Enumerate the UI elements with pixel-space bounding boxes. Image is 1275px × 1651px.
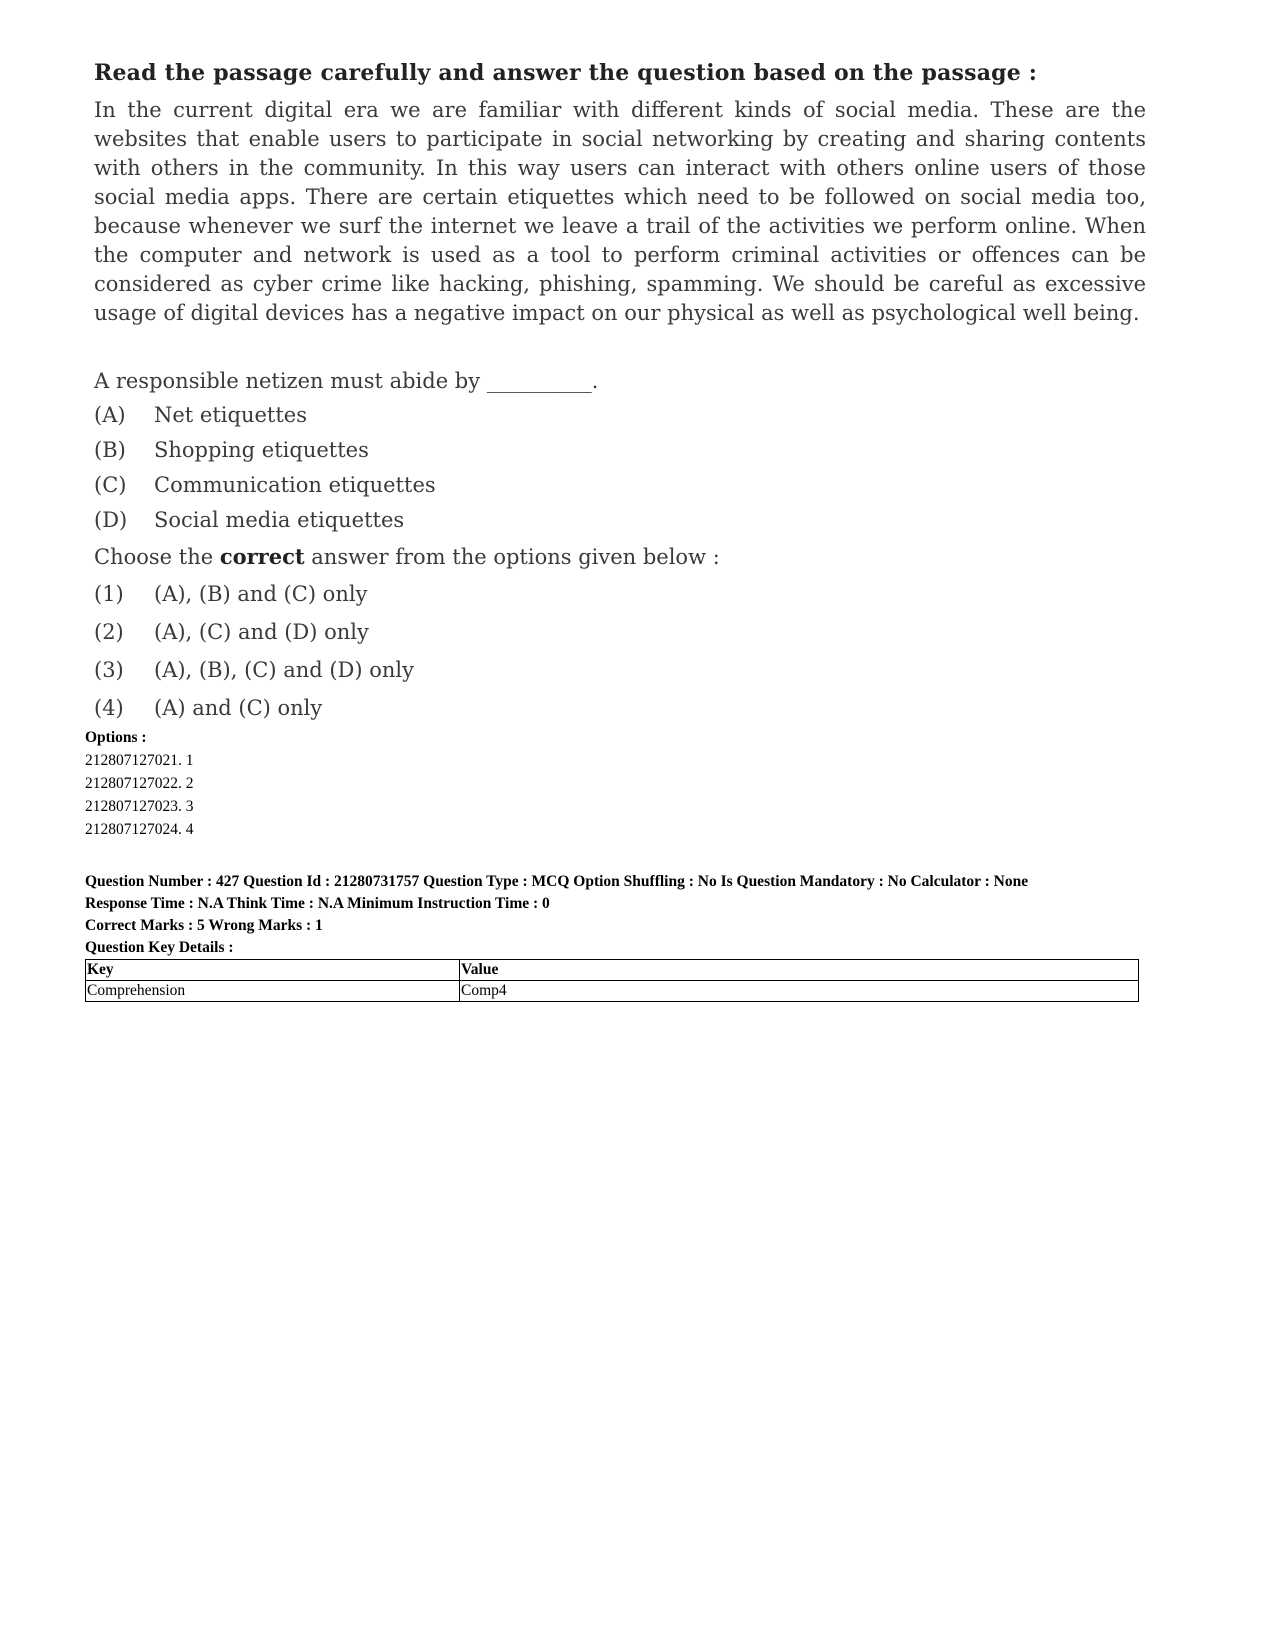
question-info-line4: Question Key Details : bbox=[85, 939, 234, 956]
header-value: Value bbox=[460, 960, 1139, 981]
statement-text: Net etiquettes bbox=[154, 403, 307, 427]
answer-3 bbox=[94, 651, 1146, 689]
statement-d bbox=[94, 503, 1146, 538]
option-item: 212807127024. 4 bbox=[85, 821, 194, 838]
answer-text: (A), (B), (C) and (D) only bbox=[154, 658, 415, 682]
question-stem: A responsible netizen must abide by __________. bbox=[94, 369, 599, 393]
statement-text: Shopping etiquettes bbox=[154, 438, 369, 462]
cell-value: Comp4 bbox=[460, 981, 1139, 1002]
statement-b bbox=[94, 433, 1146, 468]
question-info-line1: Question Number : 427 Question Id : 21280731757 Question Type : MCQ Option Shuffling : No Is Question Mandatory : No Calculator : None bbox=[85, 873, 1029, 890]
passage-text: In the current digital era we are familiar with different kinds of social media. These are the websites that enable users to participate in social networking by creating and sharing contents with others in the community. In this way users can interact with others online users of those social media apps. There are certain etiquettes which need to be followed on social media too, because whenever we surf the internet we leave a trail of the activities we perform online. When the computer and network is used as a tool to perform criminal activities or offences can be considered as cyber crime like hacking, phishing, spamming. We should be careful as excessive usage of digital devices has a negative impact on our physical as well as psychological well being. bbox=[94, 98, 1146, 325]
header-key: Key bbox=[86, 960, 460, 981]
statement-c bbox=[94, 468, 1146, 503]
question-info-line2: Response Time : N.A Think Time : N.A Minimum Instruction Time : 0 bbox=[85, 895, 550, 912]
answer-text: (A), (C) and (D) only bbox=[154, 620, 369, 644]
table-row bbox=[86, 981, 1139, 1002]
choose-instruction bbox=[94, 539, 1146, 575]
answer-2 bbox=[94, 613, 1146, 651]
choose-prefix: Choose the bbox=[94, 545, 220, 569]
answer-label: (2) bbox=[94, 620, 124, 644]
option-item: 212807127022. 2 bbox=[85, 775, 194, 792]
answer-4 bbox=[94, 689, 1146, 727]
answer-text: (A), (B) and (C) only bbox=[154, 582, 368, 606]
answer-label: (1) bbox=[94, 582, 124, 606]
question-image bbox=[94, 60, 1146, 727]
answer-label: (4) bbox=[94, 696, 124, 720]
statement-a bbox=[94, 398, 1146, 433]
choose-bold: correct bbox=[219, 544, 305, 569]
option-item: 212807127023. 3 bbox=[85, 798, 194, 815]
option-item: 212807127021. 1 bbox=[85, 752, 194, 769]
statement-label: (B) bbox=[94, 438, 126, 462]
question-key-table bbox=[85, 959, 1139, 1002]
statement-text: Communication etiquettes bbox=[154, 473, 436, 497]
answer-1 bbox=[94, 575, 1146, 613]
statement-label: (D) bbox=[94, 508, 128, 532]
options-title: Options : bbox=[85, 729, 147, 746]
question-info bbox=[85, 871, 1139, 959]
statement-label: (C) bbox=[94, 473, 127, 497]
options-list bbox=[85, 726, 1139, 841]
cell-key: Comprehension bbox=[86, 981, 460, 1002]
statement-label: (A) bbox=[94, 403, 126, 427]
statement-text: Social media etiquettes bbox=[154, 508, 405, 532]
passage-heading: Read the passage carefully and answer the question based on the passage : bbox=[94, 60, 1038, 86]
choose-suffix: answer from the options given below : bbox=[304, 545, 720, 569]
table-header-row bbox=[86, 960, 1139, 981]
answer-text: (A) and (C) only bbox=[154, 696, 323, 720]
question-info-line3: Correct Marks : 5 Wrong Marks : 1 bbox=[85, 917, 323, 934]
answer-label: (3) bbox=[94, 658, 124, 682]
